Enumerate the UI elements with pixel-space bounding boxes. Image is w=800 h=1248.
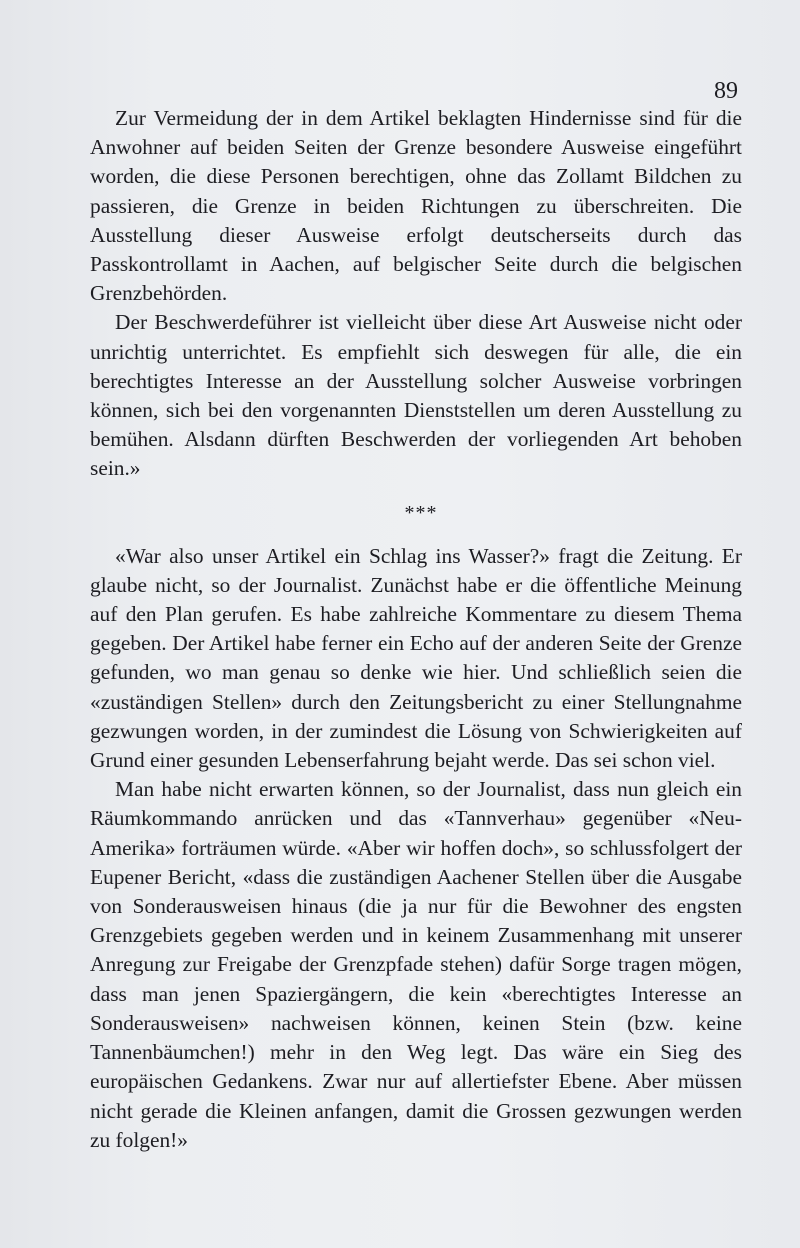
page-number: 89 [714, 78, 738, 104]
paragraph: Zur Vermeidung der in dem Artikel beklagten Hindernisse sind für die Anwohner auf beiden Seiten der Grenze besondere Ausweise eingeführt worden, die diese Personen berechtigen, ohne das Zollamt Bildchen zu passieren, die Grenze in beiden Richtungen zu überschreiten. Die Ausstellung dieser Ausweise erfolgt deutscherseits durch das Passkontrollamt in Aachen, auf belgischer Seite durch die belgischen Grenzbehörden. [90, 106, 742, 306]
paragraph: Man habe nicht erwarten können, so der Journalist, dass nun gleich ein Räumkommando anrücken und das «Tannverhau» gegenüber «Neu-Amerika» forträumen würde. «Aber wir hoffen doch», so schlussfolgert der Eupener Bericht, «dass die zuständigen Aachener Stellen über die Ausgabe von Sonderausweisen hinaus (die ja nur für die Bewohner des engsten Grenzgebiets gegeben werden und in keinem Zusammenhang mit unserer Anregung zur Freigabe der Grenzpfade stehen) dafür Sorge tragen mögen, dass man jenen Spaziergängern, die kein «berechtigtes Interesse an Sonderausweisen» nachweisen können, keinen Stein (bzw. keine Tannenbäumchen!) mehr in den Weg legt. Das wäre ein Sieg des europäischen Gedankens. Zwar nur auf allertiefster Ebene. Aber müssen nicht gerade die Kleinen anfangen, damit die Grossen gezwungen werden zu folgen!» [90, 777, 742, 1152]
paragraph: Der Beschwerdeführer ist vielleicht über diese Art Ausweise nicht oder unrichtig unterrichtet. Es empfiehlt sich deswegen für alle, die ein berechtigtes Interesse an der Ausstellung solcher Ausweise vorbringen können, sich bei den vorgenannten Dienststellen um deren Ausstellung zu bemühen. Alsdann dürften Beschwerden der vorliegenden Art behoben sein.» [90, 310, 742, 481]
paragraph: «War also unser Artikel ein Schlag ins Wasser?» fragt die Zeitung. Er glaube nicht, so der Journalist. Zunächst habe er die öffentliche Meinung auf den Plan gerufen. Es habe zahlreiche Kommentare zu diesem Thema gegeben. Der Artikel habe ferner ein Echo auf der anderen Seite der Grenze gefunden, wo man genau so denke wie hier. Und schließlich seien die «zuständigen Stellen» durch den Zeitungsbericht zu einer Stellungnahme gezwungen worden, in der zumindest die Lösung von Schwierigkeiten auf Grund einer gesunden Lebenserfahrung bejaht werde. Das sei schon viel. [90, 543, 742, 773]
body-text [90, 104, 742, 1155]
section-separator: *** [404, 501, 438, 524]
